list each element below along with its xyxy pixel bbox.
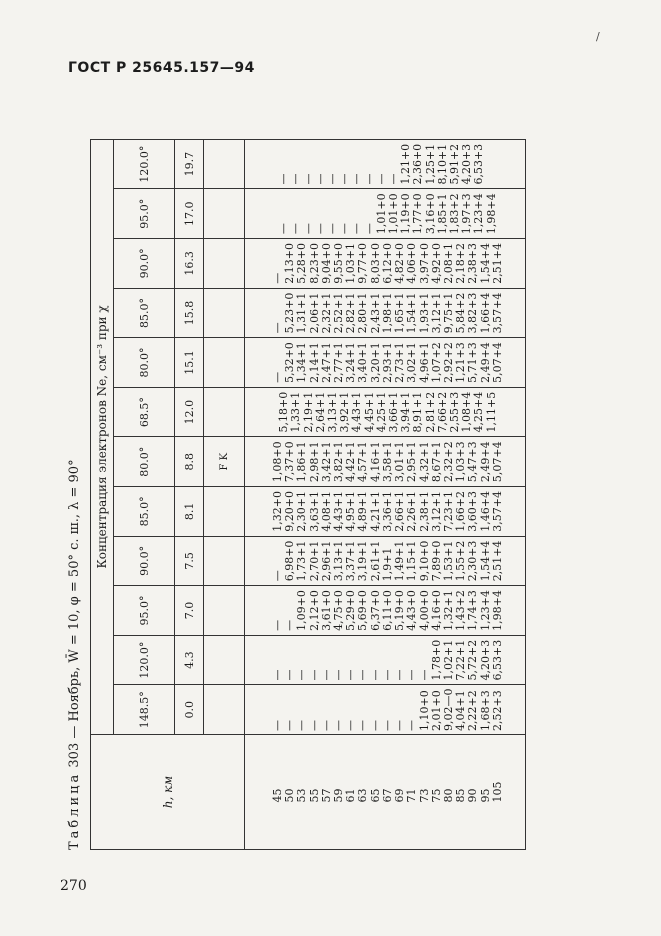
time-cell: 8.8 xyxy=(175,437,204,487)
value-column: 5,18+0 1,33+1 2,19+1 2,64+1 3,13+1 3,92+1 4,43+1 4,45+1 4,25+1 3,66+1 3,94+1 8,91+1 2,81+2 7,66+2 2,55+3 1,08+4 4,25+4 1,11+5 xyxy=(277,391,498,433)
time-cell: 17.0 xyxy=(175,189,204,239)
time-cell: 4.3 xyxy=(175,635,204,685)
value-cell xyxy=(245,635,526,685)
caption-text: 303 — Ноябрь, W̄ = 10, φ = 50° с. ш., λ = 90° xyxy=(67,459,82,772)
height-header-cell xyxy=(91,735,245,850)
chi-cell: 68.5° xyxy=(114,387,175,437)
value-column: 1,08+0 7,37+0 1,86+1 2,98+1 3,42+1 3,82+1 4,42+1 4,57+1 4,16+1 3,58+1 3,01+1 2,95+1 4,32+1 8,67+1 2,32+2 1,03+3 5,47+3 2,49+4 5,07+4 xyxy=(271,441,504,483)
value-cell xyxy=(245,437,526,487)
value-cell xyxy=(245,139,526,189)
page-number: 270 xyxy=(60,878,87,894)
data-row xyxy=(245,139,526,849)
time-cell: 12.0 xyxy=(175,387,204,437)
value-cell xyxy=(245,387,526,437)
heights-cell xyxy=(245,735,526,850)
value-column: — — — — — — — — — — 1,21+0 2,36+0 1,25+1 8,10+1 5,91+2 4,20+3 6,53+3 xyxy=(277,143,486,185)
time-cell: 7.5 xyxy=(175,536,204,586)
time-cell: 0.0 xyxy=(175,685,204,735)
table-title: Концентрация электронов Nе, см⁻³ при χ xyxy=(91,139,114,734)
value-column: — 2,13+0 5,28+0 8,23+0 9,04+0 9,55+0 1,03+1 9,77+0 8,03+0 6,12+0 4,82+0 4,06+0 3,97+0 4,92+0 2,08+1 2,18+2 2,38+3 1,54+4 2,51+4 xyxy=(271,243,504,284)
value-cell xyxy=(245,239,526,289)
chi-cell: 90.0° xyxy=(114,536,175,586)
time-cell: 8.1 xyxy=(175,487,204,537)
chi-cell: 95.0° xyxy=(114,189,175,239)
electron-concentration-table xyxy=(90,139,526,850)
heights-column: 45 50 53 55 57 59 61 63 65 67 69 71 73 75 80 85 90 95 105 xyxy=(271,781,504,803)
fk-cell xyxy=(204,487,245,537)
value-cell xyxy=(245,487,526,537)
fk-cell xyxy=(204,586,245,636)
time-cell: 7.0 xyxy=(175,586,204,636)
caption-label: Таблица xyxy=(67,771,82,850)
fk-cell xyxy=(204,239,245,289)
fk-cell xyxy=(204,685,245,735)
chi-cell: 80.0° xyxy=(114,338,175,388)
time-cell: 15.1 xyxy=(175,338,204,388)
time-cell: 19.7 xyxy=(175,139,204,189)
chi-cell: 148.5° xyxy=(114,685,175,735)
fk-cell: F K xyxy=(204,437,245,487)
fk-cell xyxy=(204,387,245,437)
chi-cell: 85.0° xyxy=(114,288,175,338)
value-cell xyxy=(245,536,526,586)
fk-cell xyxy=(204,635,245,685)
fk-cell xyxy=(204,338,245,388)
table-caption xyxy=(64,90,86,850)
value-column: — — 1,09+0 2,12+0 3,61+0 4,75+0 5,29+0 5,69+0 6,37+0 6,11+0 5,19+0 4,43+0 4,00+0 4,16+0 1,32+1 1,43+2 1,74+3 1,23+4 1,98+4 xyxy=(271,590,504,631)
value-cell xyxy=(245,288,526,338)
time-cell: 15.8 xyxy=(175,288,204,338)
fk-cell xyxy=(204,288,245,338)
value-cell xyxy=(245,189,526,239)
value-column: — — — — — — — — — — — — 1,10+0 2,01+0 9,02—0 4,04+1 2,22+2 1,68+3 2,52+3 xyxy=(271,688,504,731)
value-cell xyxy=(245,586,526,636)
chi-cell: 90.0° xyxy=(114,239,175,289)
chi-cell: 120.0° xyxy=(114,139,175,189)
chi-cell: 120.0° xyxy=(114,635,175,685)
fk-cell xyxy=(204,189,245,239)
value-column: — 6,98+0 1,73+1 2,70+1 2,96+1 3,13+1 3,37+1 3,19+1 2,61+1 1,9+1 1,49+1 1,15+1 9,10+0 7,89+0 1,53+1 1,55+2 2,30+3 1,54+4 2,51+4 xyxy=(271,540,504,582)
fk-cell xyxy=(204,139,245,189)
corner-mark: / xyxy=(596,30,600,43)
value-column: — — — — — — — — 1,01+0 1,01+0 1,19+0 1,77+0 3,16+0 1,85+1 1,83+2 1,97+3 1,23+4 1,98+4 xyxy=(277,193,498,235)
chi-cell: 85.0° xyxy=(114,487,175,537)
value-cell xyxy=(245,685,526,735)
value-column: 1,32+0 9,20+0 2,30+1 3,63+1 4,08+1 4,43+1 4,95+1 4,89+1 4,21+1 3,36+1 2,66+1 2,26+1 2,38+1 3,12+1 7,23+1 1,66+2 3,60+3 1,46+4 3,57+4 xyxy=(271,490,504,532)
rotated-table-block xyxy=(64,90,514,850)
chi-cell: 80.0° xyxy=(114,437,175,487)
page-header: ГОСТ Р 25645.157—94 xyxy=(68,60,255,76)
height-label: h, км xyxy=(160,775,175,809)
value-cell xyxy=(245,338,526,388)
fk-cell xyxy=(204,536,245,586)
chi-cell: 95.0° xyxy=(114,586,175,636)
value-column: — 5,32+0 1,34+1 2,14+1 2,47+1 2,77+1 3,24+1 3,40+1 3,20+1 2,93+1 2,73+1 3,02+1 4,96+1 1,07+2 2,92+2 1,21+3 5,71+3 2,49+4 5,07+4 xyxy=(271,342,504,383)
value-column: — 5,23+0 1,31+1 2,06+1 2,32+1 2,52+1 2,82+1 2,80+1 2,43+1 1,98+1 1,65+1 1,54+1 1,93+1 3,12+1 9,75+1 5,84+2 3,82+3 1,66+4 3,57+4 xyxy=(271,292,504,334)
value-column: — — — — — — — — — — — — — 1,78+0 1,02+1 7,22+1 5,72+2 4,20+3 6,53+3 xyxy=(271,639,504,681)
time-cell: 16.3 xyxy=(175,239,204,289)
